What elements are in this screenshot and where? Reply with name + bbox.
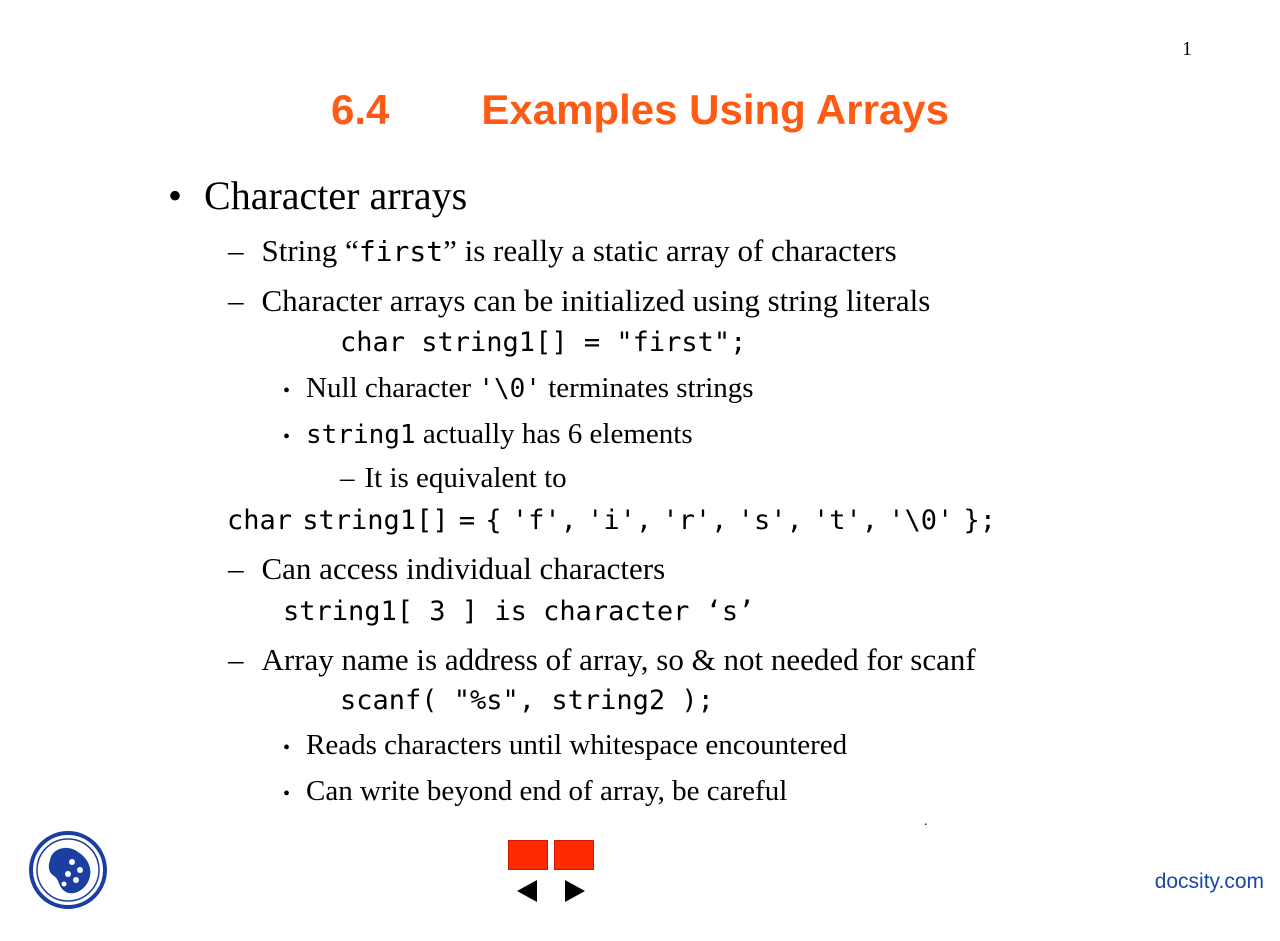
dash-access <box>228 551 665 587</box>
dash-marker: – <box>340 462 355 494</box>
text-pre: String “ <box>261 233 359 268</box>
publisher-logo-icon <box>20 812 100 892</box>
next-slide-button[interactable] <box>554 840 594 870</box>
dash-marker: – <box>228 642 244 677</box>
dash-initialized <box>228 283 930 319</box>
code-string1: string1 <box>306 420 416 450</box>
title-number: 6.4 <box>330 86 390 133</box>
dash-text: Array name is address of array, so & not needed for scanf <box>261 642 976 677</box>
triangle-right-icon <box>555 877 593 905</box>
slide-navigation <box>508 840 516 894</box>
code-scanf: scanf( "%s", string2 ); <box>340 685 714 716</box>
bullet-text: Character arrays <box>204 173 468 218</box>
text-pre: Null character <box>306 372 479 404</box>
page-number: 1 <box>1182 38 1192 60</box>
text-post: ” is really a static array of characters <box>443 233 897 268</box>
triangle-left-icon <box>509 877 547 905</box>
bullet-beyond <box>283 775 787 808</box>
dash-equivalent <box>340 462 567 495</box>
code-access: string1[ 3 ] is character ‘s’ <box>283 596 755 627</box>
dash-text: Can access individual characters <box>261 551 666 586</box>
code-declaration: char string1[] = "first"; <box>340 327 747 358</box>
stray-dot: . <box>924 814 928 829</box>
prev-slide-button[interactable] <box>508 840 548 870</box>
code-first: first <box>358 235 444 268</box>
bullet-text: Can write beyond end of array, be careful <box>306 775 788 807</box>
dash-marker: – <box>228 283 244 318</box>
bullet-marker: • <box>283 426 291 448</box>
bullet-character-arrays <box>168 172 467 219</box>
code-equivalent: char string1[] = { 'f', 'i', 'r', 's', 't', '\0' }; <box>227 505 997 536</box>
dash-string-first <box>228 233 897 269</box>
dash-marker: – <box>228 233 244 268</box>
bullet-marker: • <box>283 380 291 402</box>
bullet-marker: • <box>283 737 291 759</box>
dash-text: Character arrays can be initialized using string literals <box>261 283 931 318</box>
text-post: actually has 6 elements <box>415 418 693 450</box>
bullet-marker: • <box>283 783 291 805</box>
code-null: '\0' <box>478 374 541 404</box>
slide-title <box>0 86 1280 134</box>
bullet-string1-elements <box>283 418 693 451</box>
dash-array-name <box>228 642 976 678</box>
bullet-null-character <box>283 372 754 405</box>
docsity-watermark[interactable]: docsity.com <box>1154 870 1264 893</box>
dash-marker: – <box>228 551 244 586</box>
dash-text: It is equivalent to <box>364 462 567 494</box>
bullet-reads <box>283 729 847 762</box>
bullet-text: Reads characters until whitespace encountered <box>306 729 848 761</box>
text-post: terminates strings <box>540 372 754 404</box>
title-text: Examples Using Arrays <box>481 86 950 133</box>
bullet-marker: • <box>168 173 183 218</box>
